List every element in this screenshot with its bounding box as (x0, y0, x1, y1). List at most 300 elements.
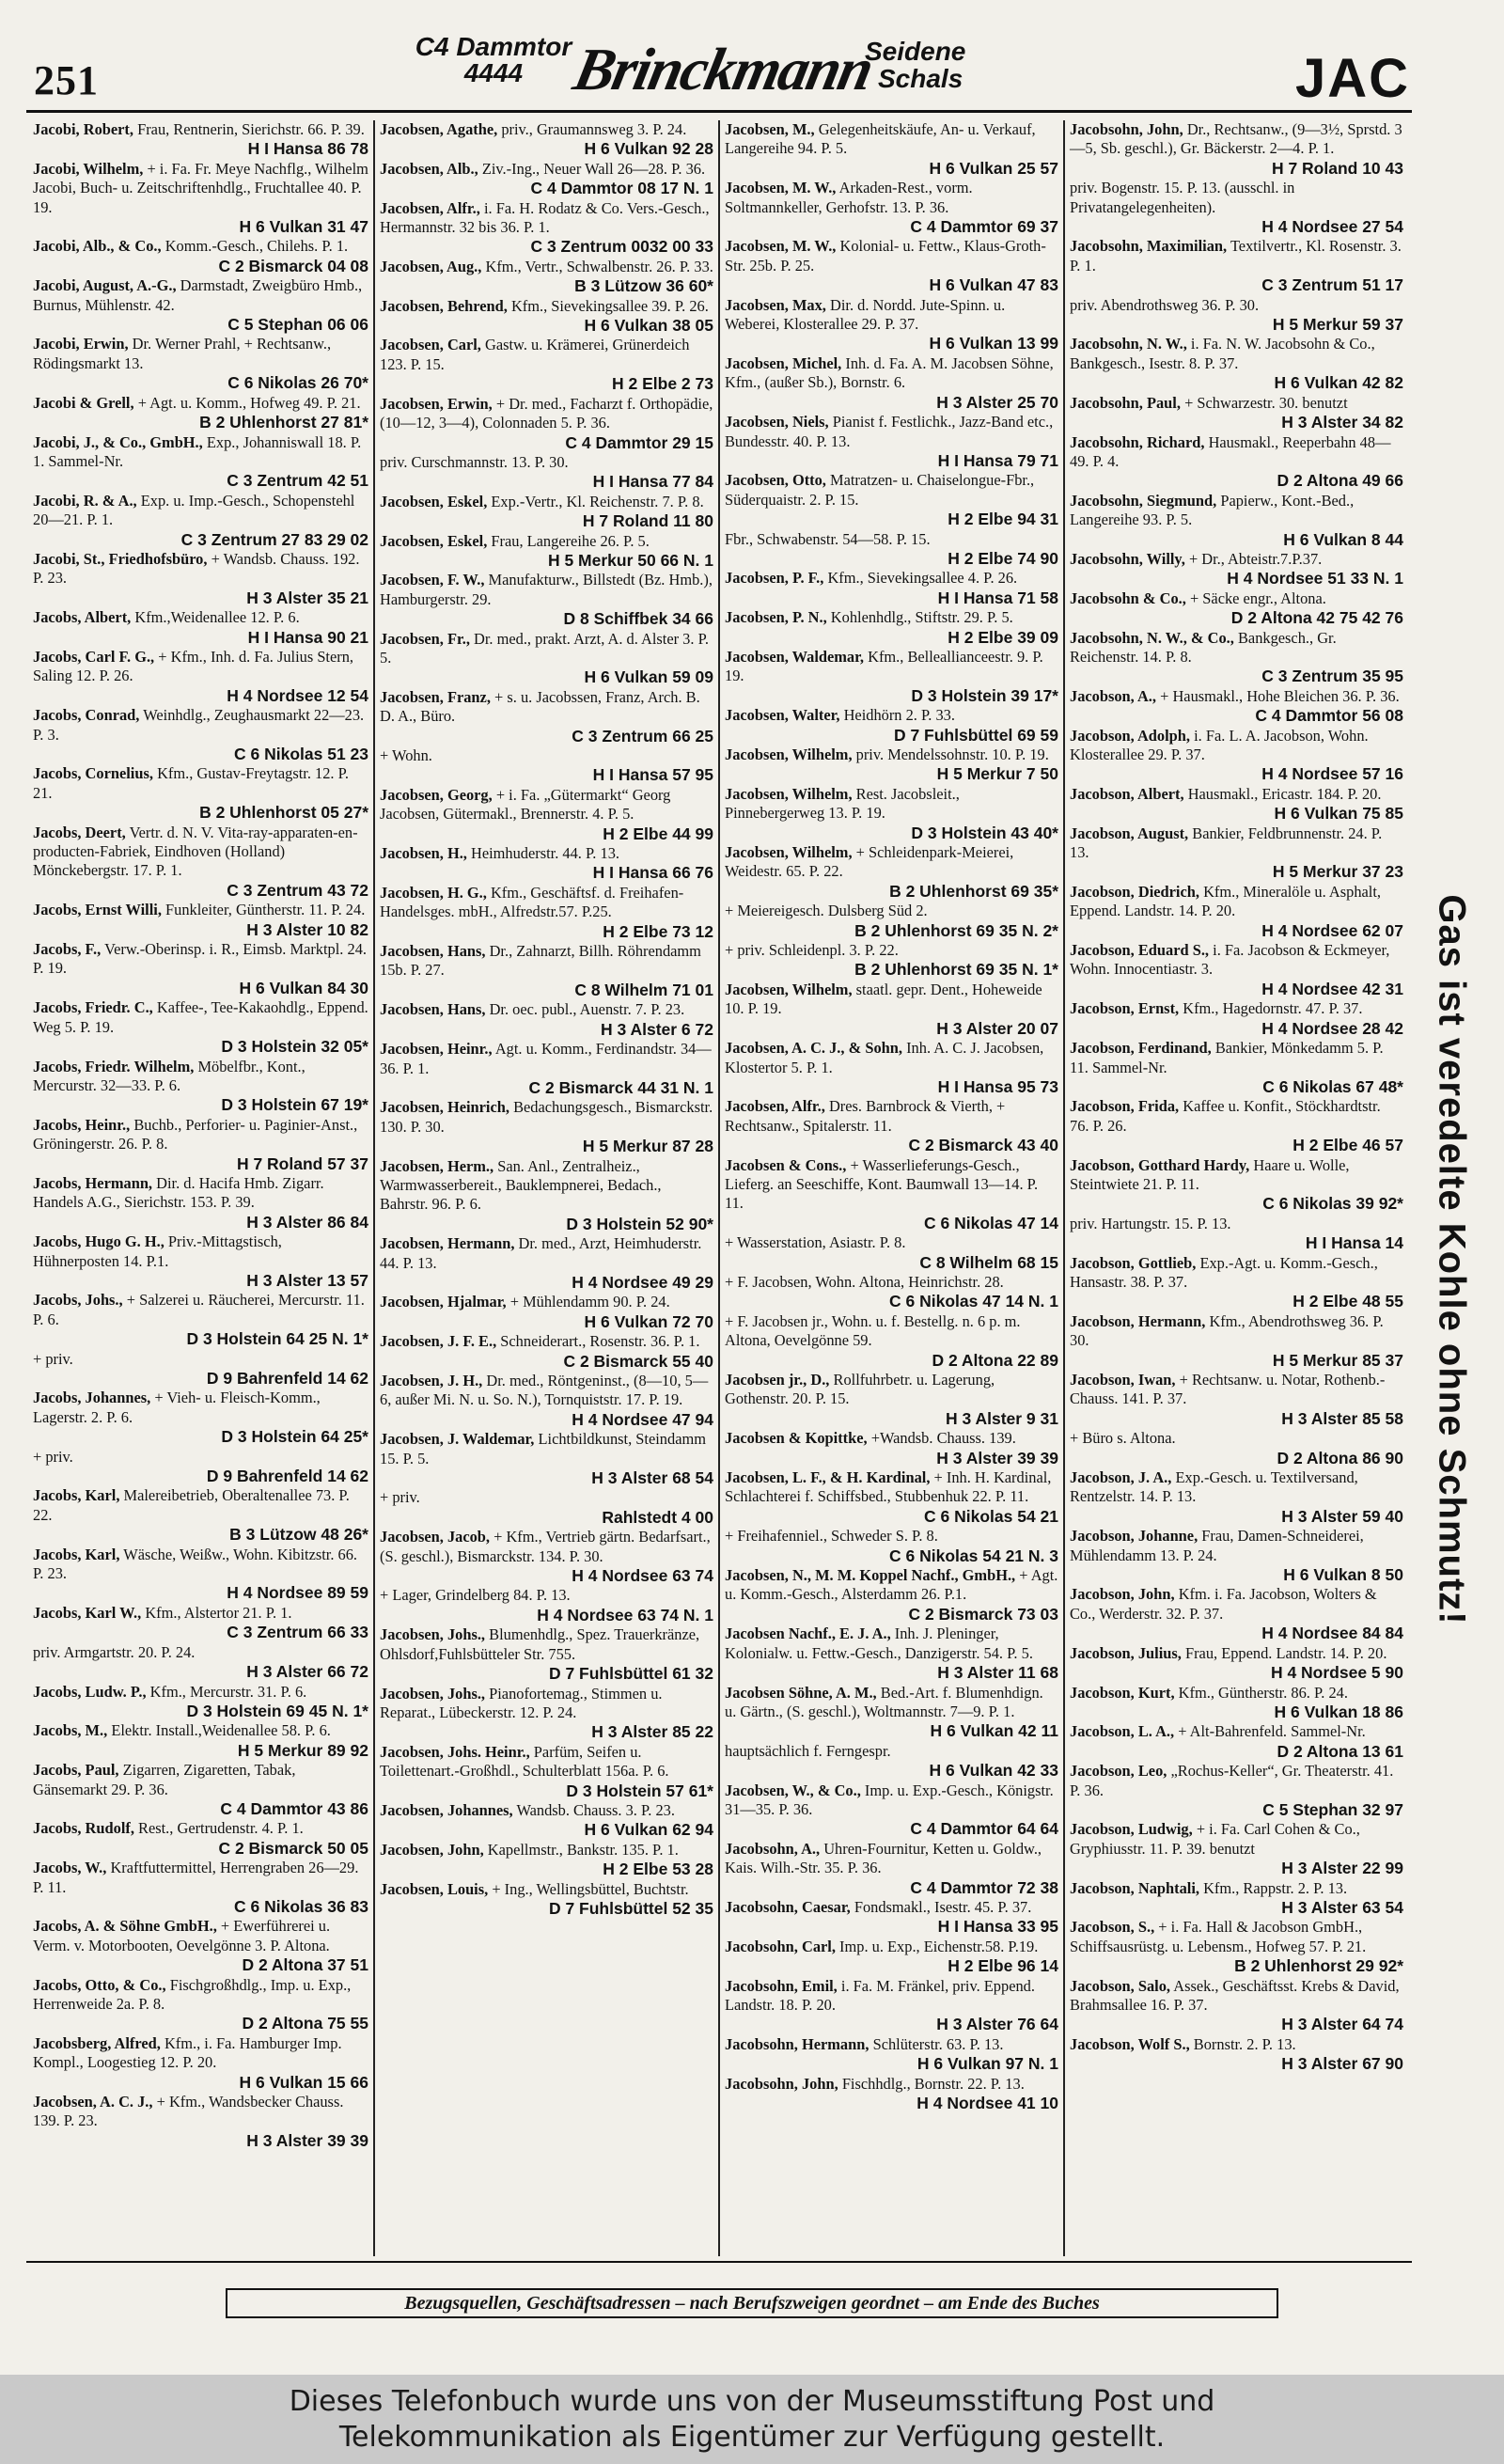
entry-phone: D 2 Altona 13 61 (1277, 1741, 1403, 1761)
entry-details: i. Fa. M. Fränkel, priv. Eppend. Landstr. 18. P. 20. (725, 1976, 1035, 2014)
entry-name: Jacobs, Ernst Willi, (33, 901, 162, 919)
listing-entry (1070, 1644, 1403, 1683)
entry-phone: H 6 Vulkan 72 70 (584, 1311, 713, 1331)
entry-name: Jacobs, Heinr., (33, 1115, 131, 1134)
listing-entry (1070, 1429, 1403, 1467)
listing-entry (725, 1156, 1058, 1233)
entry-name: Jacobsohn, John, (1070, 120, 1183, 138)
entry-details: Dr., Rechtsanw., (9—3½, Sprstd. 3—5, Sb. geschl.), Gr. Bäckerstr. 2—4. P. 1. (1070, 120, 1402, 158)
entry-phone: H 4 Nordsee 63 74 (572, 1566, 713, 1586)
entry-details: + priv. (33, 1349, 73, 1368)
entry-details: priv. Bogenstr. 15. P. 13. (ausschl. in Privatangelegenheiten). (1070, 179, 1295, 216)
entry-phone: H 3 Alster 22 99 (1281, 1859, 1403, 1878)
listing-entry (725, 1742, 1058, 1781)
entry-details: Kohlenhdlg., Stiftstr. 29. P. 5. (830, 608, 1013, 627)
entry-phone: H 2 Elbe 46 57 (1292, 1136, 1403, 1155)
entry-details: + Kfm., Inh. d. Fa. Julius Stern, Saling 12. P. 26. (33, 647, 354, 685)
listing-entry (33, 1389, 368, 1446)
entry-details: Kfm., Hagedornstr. 47. P. 37. (1183, 999, 1363, 1018)
entry-phone: B 2 Uhlenhorst 29 92* (1234, 1956, 1403, 1976)
entry-phone: H 3 Alster 6 72 (601, 1019, 713, 1039)
entry-details: Agt. u. Komm., Ferdinandstr. 34—36. P. 1. (380, 1040, 712, 1077)
listing-entry (1070, 883, 1403, 940)
entry-name: Jacobsen, Waldemar, (725, 647, 864, 666)
entry-phone: B 2 Uhlenhorst 27 81* (199, 413, 368, 432)
entry-name: Jacobs, W., (33, 1859, 107, 1877)
listing-entry (1070, 1585, 1403, 1642)
entry-details: Rollfuhrbetr. u. Lagerung, Gothenstr. 20. P. 15. (725, 1371, 995, 1408)
entry-details: Haare u. Wolle, Steintwiete 21. P. 11. (1070, 1155, 1350, 1193)
listing-entry (33, 1604, 368, 1642)
listing-entry (33, 1058, 368, 1115)
entry-name: Jacobsen, H. G., (380, 883, 487, 902)
entry-phone: D 2 Altona 49 66 (1277, 471, 1403, 491)
entry-details: Kfm., Sievekingsallee 39. P. 26. (510, 296, 709, 315)
listing-entry (380, 1234, 713, 1292)
listing-entry (33, 237, 368, 275)
entry-details: Heidhörn 2. P. 33. (843, 706, 955, 725)
entry-phone: D 3 Holstein 39 17* (911, 685, 1058, 705)
entry-details: + Dr., Abteistr.7.P.37. (1188, 549, 1323, 568)
entry-details: + Inh. H. Kardinal, Schlachterei f. Schiffsbed., Stubbenhuk 22. P. 11. (725, 1468, 1052, 1506)
listing-entry (33, 2093, 368, 2150)
entry-name: Jacobsohn, N. W., & Co., (1070, 628, 1234, 647)
entry-details: + i. Fa. Carl Cohen & Co., Gryphiusstr. 11. P. 39. benutzt (1070, 1820, 1360, 1858)
entry-phone: H I Hansa 71 58 (937, 588, 1058, 607)
listing-entry (725, 296, 1058, 353)
entry-phone: D 3 Holstein 64 25* (221, 1427, 368, 1447)
entry-details: i. Fa. H. Rodatz & Co. Vers.-Gesch., Hermannstr. 32 bis 36. P. 1. (380, 198, 710, 237)
entry-name: Jacobsen, P. F., (725, 569, 824, 588)
listing-entry (725, 1468, 1058, 1526)
entry-phone: H 2 Elbe 94 31 (948, 510, 1058, 529)
listing-entry (380, 688, 713, 745)
entry-phone: H 6 Vulkan 47 83 (929, 275, 1058, 295)
entry-phone: C 3 Zentrum 51 17 (1261, 275, 1403, 295)
entry-name: Jacobsohn, Paul, (1070, 393, 1181, 412)
listing-entry (1070, 550, 1403, 589)
entry-name: Jacobson, Johanne, (1070, 1527, 1198, 1546)
entry-name: Jacobsen, Aug., (380, 257, 482, 275)
entry-name: Jacobi, R. & A., (33, 491, 137, 510)
entry-name: Jacobson, Adolph, (1070, 726, 1190, 745)
listing-entry (33, 1976, 368, 2033)
entry-phone: H I Hansa 33 95 (937, 1917, 1058, 1937)
entry-name: Jacobs, Hermann, (33, 1173, 153, 1192)
listing-entry (380, 1040, 713, 1097)
entry-details: Bed.-Art. f. Blumenhdign. u. Gärtn., (S. geschl.), Woltmannstr. 7—9. P. 1. (725, 1683, 1043, 1720)
listing-entry (725, 471, 1058, 528)
entry-details: Bankgesch., Gr. Reichenstr. 14. P. 8. (1070, 628, 1337, 666)
entry-phone: H 3 Alster 35 21 (246, 588, 368, 607)
entry-name: Jacobi, J., & Co., GmbH., (33, 432, 203, 451)
header-ad-tagline (865, 38, 996, 93)
entry-details: + Büro s. Altona. (1070, 1429, 1176, 1448)
listing-entry (1070, 727, 1403, 784)
entry-details: + i. Fa. Hall & Jacobson GmbH., Schiffsausrüstg. u. Lebensm., Hofweg 57. P. 21. (1070, 1918, 1367, 1955)
entry-name: Jacobson, A., (1070, 686, 1156, 705)
listing-entry (1070, 237, 1403, 294)
listing-entry (1070, 1371, 1403, 1428)
entry-name: Jacobs, Carl F. G., (33, 647, 155, 666)
listing-entry (33, 1819, 368, 1858)
entry-name: Jacobsen, Niels, (725, 413, 829, 432)
entry-phone: H 6 Vulkan 15 66 (239, 2072, 368, 2092)
entry-phone: Rahlstedt 4 00 (602, 1507, 713, 1527)
entry-phone: H 4 Nordsee 12 54 (227, 685, 368, 705)
entry-phone: D 2 Altona 42 75 42 76 (1230, 608, 1403, 628)
entry-details: + Schwarzestr. 30. benutzt (1184, 393, 1348, 412)
entry-details: Inh. d. Fa. A. M. Jacobsen Söhne, Kfm., (außer Sb.), Bornstr. 6. (725, 353, 1054, 392)
listing-entry (33, 1721, 368, 1760)
entry-details: Kfm., Sievekingsallee 4. P. 26. (827, 569, 1018, 588)
listing-entry (1070, 785, 1403, 824)
listing-entry (380, 120, 713, 159)
listing-entry (380, 571, 713, 628)
entry-details: Dr. med., Arzt, Heimhuderstr. 44. P. 13. (380, 1234, 702, 1272)
entry-phone: H 5 Merkur 50 66 N. 1 (547, 550, 713, 570)
listing-entry (725, 1312, 1058, 1370)
listing-entry (380, 942, 713, 999)
entry-phone: H 6 Vulkan 18 86 (1274, 1702, 1403, 1721)
entry-name: Jacobson, Naphtali, (1070, 1878, 1199, 1897)
entry-name: Jacobsen, Wilhelm, (725, 745, 853, 763)
entry-name: Jacobs, Paul, (33, 1761, 119, 1780)
header-ad-tag1: Seidene (865, 37, 966, 66)
entry-name: Jacobsen, W., & Co., (725, 1781, 861, 1799)
entry-details: priv. Curschmannstr. 13. P. 30. (380, 452, 569, 471)
entry-details: Frau, Eppend. Landstr. 14. P. 20. (1184, 1643, 1387, 1662)
entry-phone: H 3 Alster 20 07 (936, 1018, 1058, 1038)
listing-entry (725, 120, 1058, 178)
entry-details: + Kfm., Vertrieb gärtn. Bedarfsart., (S. geschl.), Bismarckstr. 134. P. 30. (380, 1528, 711, 1565)
listing-entry (33, 1683, 368, 1721)
entry-details: Bankier, Mönkedamm 5. P. 11. Sammel-Nr. (1070, 1039, 1384, 1076)
entry-name: Jacobsen, Max, (725, 295, 826, 314)
entry-name: Jacobson, Iwan, (1070, 1371, 1176, 1389)
entry-name: Jacobs, Johannes, (33, 1389, 151, 1407)
listing-entry (725, 1371, 1058, 1428)
entry-phone: H 3 Alster 63 54 (1281, 1897, 1403, 1917)
entry-details: i. Fa. N. W. Jacobsohn & Co., Bankgesch., Isestr. 8. P. 37. (1070, 335, 1375, 372)
entry-phone: H 6 Vulkan 42 82 (1274, 373, 1403, 393)
entry-details: Kolonial- u. Fettw., Klaus-Groth-Str. 25b. P. 25. (725, 237, 1046, 275)
entry-name: Jacobi, August, A.-G., (33, 276, 177, 295)
listing-entry (1070, 589, 1403, 628)
listing-entry (1070, 629, 1403, 686)
entry-phone: H 7 Roland 10 43 (1271, 158, 1403, 178)
entry-phone: H 3 Alster 86 84 (246, 1212, 368, 1232)
listing-entry (1070, 999, 1403, 1038)
entry-details: Schlüterstr. 63. P. 13. (872, 2034, 1004, 2053)
entry-phone: C 2 Bismarck 55 40 (563, 1351, 713, 1371)
listing-entry (1070, 394, 1403, 432)
listing-entry (380, 336, 713, 393)
entry-phone: C 6 Nikolas 39 92* (1262, 1194, 1403, 1214)
entry-phone: D 8 Schiffbek 34 66 (563, 609, 713, 629)
entry-details: Komm.-Gesch., Chilehs. P. 1. (164, 237, 349, 256)
entry-details: Wandsb. Chauss. 3. P. 23. (516, 1800, 675, 1819)
listing-entry (1070, 1977, 1403, 2034)
entry-details: staatl. gepr. Dent., Hoheweide 10. P. 19. (725, 980, 1042, 1018)
entry-details: Vertr. d. N. V. Vita-ray-apparaten-en-producten-Fabriek, Eindhoven (Holland) Mönckebergstr. 17. P. 1. (33, 823, 358, 880)
listing-entry (33, 1486, 368, 1544)
entry-phone: B 2 Uhlenhorst 05 27* (199, 803, 368, 823)
entry-details: priv. Armgartstr. 20. P. 24. (33, 1642, 196, 1661)
entry-name: Jacobsen, Alfr., (380, 198, 480, 217)
entry-name: Jacobsohn, Willy, (1070, 549, 1185, 568)
entry-name: Jacobson, S., (1070, 1918, 1155, 1937)
entry-name: Jacobsen, Johs. Heinr., (380, 1742, 530, 1761)
entry-details: i. Fa. L. A. Jacobson, Wohn. Klosterallee 29. P. 37. (1070, 726, 1369, 763)
entry-name: Jacobson, Diedrich, (1070, 882, 1199, 901)
entry-name: Jacobsen, Hans, (380, 942, 486, 961)
entry-name: Jacobs, Karl, (33, 1486, 120, 1505)
listing-entry (33, 276, 368, 334)
entry-phone: H 3 Alster 76 64 (936, 2015, 1058, 2034)
entry-details: Kfm., i. Fa. Hamburger Imp. Kompl., Loogestieg 12. P. 20. (33, 2033, 342, 2072)
entry-phone: C 6 Nikolas 47 14 N. 1 (889, 1292, 1058, 1311)
listing-entry (380, 1528, 713, 1585)
entry-details: Exp.-Agt. u. Komm.-Gesch., Hansastr. 38. P. 37. (1070, 1253, 1378, 1291)
entry-name: Jacobson, Albert, (1070, 784, 1184, 803)
entry-name: Jacobson, Gottlieb, (1070, 1253, 1197, 1272)
footer-rule (26, 2261, 1412, 2263)
header-ad-line2: 4444 (463, 58, 524, 87)
entry-details: + Salzerei u. Räucherei, Mercurstr. 11. P. 6. (33, 1291, 365, 1328)
entry-phone: D 2 Altona 22 89 (932, 1350, 1058, 1370)
entry-details: Bornstr. 2. P. 13. (1193, 2034, 1296, 2053)
entry-phone: H 6 Vulkan 8 50 (1283, 1565, 1403, 1585)
entry-name: Jacobs, F., (33, 940, 102, 959)
entry-phone: C 6 Nikolas 47 14 (924, 1213, 1058, 1232)
entry-details: Malereibetrieb, Oberaltenallee 73. P. 22. (33, 1486, 350, 1524)
entry-phone: H 2 Elbe 2 73 (612, 374, 713, 394)
entry-phone: H 6 Vulkan 75 85 (1274, 804, 1403, 824)
entry-details: Kfm., Gustav-Freytagstr. 12. P. 21. (33, 764, 350, 802)
entry-details: Manufakturw., Billstedt (Bz. Hmb.), Hamburgerstr. 29. (380, 571, 713, 608)
entry-name: Jacobsberg, Alfred, (33, 2033, 161, 2052)
entry-details: + Vieh- u. Fleisch-Komm., Lagerstr. 2. P. 6. (33, 1389, 321, 1426)
entry-name: Jacobsen, M. W., (725, 237, 837, 256)
page-number: 251 (34, 57, 99, 103)
entry-details: + Wohn. (380, 746, 432, 764)
listing-entry (33, 940, 368, 997)
listing-entry (380, 1801, 713, 1840)
listing-entry (1070, 941, 1403, 998)
listing-entry (725, 569, 1058, 607)
entry-name: Jacobsen, M., (725, 120, 815, 138)
entry-details: Imp. u. Exp.-Gesch., Königstr. 31—35. P. 36. (725, 1781, 1054, 1818)
entry-phone: H 2 Elbe 48 55 (1292, 1292, 1403, 1311)
entry-phone: H 2 Elbe 73 12 (603, 921, 713, 941)
entry-phone: C 6 Nikolas 54 21 (924, 1506, 1058, 1526)
listing-entry (1070, 2035, 1403, 2074)
entry-phone: H 6 Vulkan 25 57 (929, 158, 1058, 178)
entry-phone: D 3 Holstein 64 25 N. 1* (186, 1329, 368, 1349)
entry-name: Jacobsen, Georg, (380, 785, 493, 804)
entry-phone: C 2 Bismarck 73 03 (908, 1604, 1058, 1624)
entry-name: Jacobson, Ferdinand, (1070, 1039, 1212, 1058)
entry-name: Jacobson, Julius, (1070, 1643, 1182, 1662)
entry-details: Gastw. u. Krämerei, Grünerdeich 123. P. 15. (380, 336, 690, 373)
entry-name: Jacobson, Kurt, (1070, 1683, 1175, 1702)
entry-name: Jacobsen, John, (380, 1840, 484, 1859)
listing-entry (33, 2034, 368, 2092)
listing-entry (33, 160, 368, 237)
entry-details: Dr. med., Röntgeninst., (8—10, 5—6, außer Mi. N. u. So. N.), Tornquiststr. 17. P. 19. (380, 1372, 709, 1409)
entry-phone: C 2 Bismarck 44 31 N. 1 (528, 1077, 713, 1097)
entry-details: + Agt. u. Komm.-Gesch., Alsterdamm 26. P.1. (725, 1566, 1058, 1604)
entry-phone: H 5 Merkur 59 37 (1272, 315, 1403, 335)
entry-phone: H 3 Alster 11 68 (937, 1663, 1058, 1683)
entry-name: Jacobsen & Kopittke, (725, 1429, 868, 1448)
entry-phone: H 4 Nordsee 28 42 (1261, 1018, 1403, 1038)
entry-name: Jacobi, Wilhelm, (33, 159, 144, 178)
entry-details: Schneiderart., Rosenstr. 36. P. 1. (500, 1332, 700, 1351)
listing-entry (725, 843, 1058, 901)
header-ad-phone (414, 34, 573, 86)
listing-entry (1070, 1762, 1403, 1819)
listing-entry (1070, 120, 1403, 178)
entry-phone: H 4 Nordsee 84 84 (1261, 1624, 1403, 1643)
entry-details: Kfm., Alstertor 21. P. 1. (145, 1603, 292, 1622)
footnote-box: Bezugsquellen, Geschäftsadressen – nach Berufszweigen geordnet – am Ende des Buches (226, 2288, 1278, 2318)
entry-phone: H 6 Vulkan 31 47 (239, 217, 368, 237)
entry-phone: D 7 Fuhlsbüttel 61 32 (548, 1664, 713, 1684)
listing-entry (725, 354, 1058, 412)
entry-name: Jacobsohn & Co., (1070, 589, 1186, 607)
entry-phone: C 8 Wilhelm 71 01 (574, 980, 713, 999)
listing-entry (380, 1743, 713, 1800)
entry-phone: C 4 Dammtor 64 64 (910, 1819, 1058, 1839)
entry-name: Jacobs, Conrad, (33, 706, 140, 725)
listing-entry (33, 492, 368, 549)
listing-entry (1070, 1820, 1403, 1877)
entry-details: Bedachungsgesch., Bismarckstr. 130. P. 30. (380, 1098, 713, 1136)
entry-phone: H 2 Elbe 74 90 (948, 548, 1058, 568)
listing-entry (725, 179, 1058, 236)
entry-details: Kfm., Vertr., Schwalbenstr. 26. P. 33. (485, 257, 713, 275)
entry-name: Jacobsen, F. W., (380, 571, 485, 589)
entry-name: Jacobi, Alb., & Co., (33, 237, 162, 256)
entry-details: Heimhuderstr. 44. P. 13. (471, 844, 619, 863)
entry-details: Rest. Jacobsleit., Pinnebergerweg 13. P. 19. (725, 784, 960, 823)
entry-details: Kfm., Güntherstr. 86. P. 24. (1178, 1683, 1348, 1702)
entry-phone: C 2 Bismarck 50 05 (218, 1838, 368, 1858)
entry-details: Inh. A. C. J. Jacobsen, Klostertor 5. P. 1. (725, 1039, 1044, 1076)
entry-name: Jacobson, Gotthard Hardy, (1070, 1155, 1250, 1174)
entry-name: Jacobs, Karl W., (33, 1603, 142, 1622)
column-2 (373, 120, 718, 2256)
listing-entry (725, 1429, 1058, 1467)
entry-details: Fischgroßhdlg., Imp. u. Exp., Herrenweide 2a. P. 8. (33, 1975, 352, 2013)
listing-entry (725, 1684, 1058, 1741)
entry-details: + Dr. med., Facharzt f. Orthopädie, (10—12, 3—4), Colonnaden 5. P. 36. (380, 394, 713, 432)
listing-entry (1070, 1684, 1403, 1722)
entry-details: Dr., Zahnarzt, Billh. Röhrendamm 15b. P. 27. (380, 942, 701, 980)
entry-name: Jacobsen, Wilhelm, (725, 980, 853, 998)
entry-phone: H 3 Alster 9 31 (946, 1408, 1058, 1428)
entry-phone: H 4 Nordsee 63 74 N. 1 (537, 1605, 713, 1624)
listing-entry (725, 1781, 1058, 1839)
entry-name: Jacobsen, Eskel, (380, 531, 488, 550)
listing-entry (1070, 687, 1403, 726)
column-1 (28, 120, 373, 2256)
listing-entry (1070, 824, 1403, 882)
column-3 (718, 120, 1063, 2256)
entry-name: Jacobsohn, Caesar, (725, 1897, 851, 1916)
entry-name: Jacobsen, Louis, (380, 1879, 489, 1898)
listing-entry (725, 237, 1058, 294)
entry-phone: H I Hansa 86 78 (247, 139, 368, 159)
entry-details: Papierw., Kont.-Bed., Langereihe 93. P. 5. (1070, 491, 1355, 529)
entry-details: + s. u. Jacobssen, Franz, Arch. B. D. A., Büro. (380, 687, 700, 726)
entry-phone: H 6 Vulkan 13 99 (929, 334, 1058, 353)
entry-phone: D 3 Holstein 67 19* (221, 1095, 368, 1115)
entry-name: Jacobsen, Alb., (380, 159, 478, 178)
entry-name: Jacobsen, Heinr., (380, 1040, 493, 1059)
entry-name: Jacobsohn, Emil, (725, 1976, 838, 1995)
listing-entry (725, 1233, 1058, 1272)
entry-name: Jacobsen, Behrend, (380, 296, 508, 315)
entry-phone: H 6 Vulkan 97 N. 1 (916, 2054, 1058, 2074)
entry-phone: C 5 Stephan 32 97 (1262, 1799, 1403, 1819)
entry-phone: H 3 Alster 25 70 (936, 392, 1058, 412)
column-4 (1063, 120, 1408, 2256)
entry-details: + Lager, Grindelberg 84. P. 13. (380, 1586, 571, 1605)
entry-phone: H 6 Vulkan 92 28 (584, 139, 713, 159)
entry-phone: C 4 Dammtor 29 15 (565, 432, 713, 452)
entry-details: Kaffee u. Konfit., Stöckhardtstr. 76. P. 26. (1070, 1097, 1381, 1135)
entry-phone: H 4 Nordsee 89 59 (227, 1583, 368, 1603)
listing-entry (33, 1291, 368, 1348)
listing-entry (1070, 179, 1403, 236)
entry-details: + Mühlendamm 90. P. 24. (509, 1293, 670, 1311)
listing-entry (1070, 1156, 1403, 1214)
entry-details: hauptsächlich f. Ferngespr. (725, 1741, 891, 1760)
listing-entry (380, 395, 713, 452)
entry-details: Kfm., Mercurstr. 31. P. 6. (149, 1682, 307, 1701)
entry-name: Jacobs, Karl, (33, 1545, 120, 1563)
listing-entry (380, 1880, 713, 1919)
entry-phone: H 5 Merkur 87 28 (582, 1137, 713, 1156)
entry-phone: H I Hansa 14 (1305, 1233, 1403, 1253)
listing-entry (725, 902, 1058, 940)
entry-details: priv. Hartungstr. 15. P. 13. (1070, 1214, 1231, 1232)
entry-phone: D 7 Fuhlsbüttel 52 35 (548, 1898, 713, 1918)
entry-details: Wäsche, Weißw., Wohn. Kibitzstr. 66. P. 23. (33, 1545, 358, 1583)
listing-entry (725, 608, 1058, 647)
entry-details: + F. Jacobsen, Wohn. Altona, Heinrichstr. 28. (725, 1272, 1004, 1291)
listing-entry (380, 1293, 713, 1331)
entry-name: Jacobsohn, Hermann, (725, 2034, 870, 2053)
entry-name: Jacobs, Johs., (33, 1291, 123, 1310)
listing-entry (725, 706, 1058, 745)
listing-entry (1070, 1468, 1403, 1526)
listing-entry (380, 493, 713, 531)
entry-name: Jacobs, Ludw. P., (33, 1682, 147, 1701)
entry-phone: H 4 Nordsee 49 29 (572, 1272, 713, 1292)
entry-name: Jacobsen, A. C. J., & Sohn, (725, 1039, 902, 1058)
entry-name: Jacobsen & Cons., (725, 1155, 847, 1174)
entry-details: + i. Fa. „Gütermarkt“ Georg Jacobsen, Gütermakl., Brennerstr. 4. P. 5. (380, 785, 671, 824)
listing-entry (1070, 335, 1403, 392)
entry-details: Kapellmstr., Bankstr. 135. P. 1. (487, 1840, 679, 1859)
listing-entry (33, 1859, 368, 1916)
listing-entry (725, 1938, 1058, 1976)
entry-name: Jacobson, Wolf S., (1070, 2034, 1190, 2053)
